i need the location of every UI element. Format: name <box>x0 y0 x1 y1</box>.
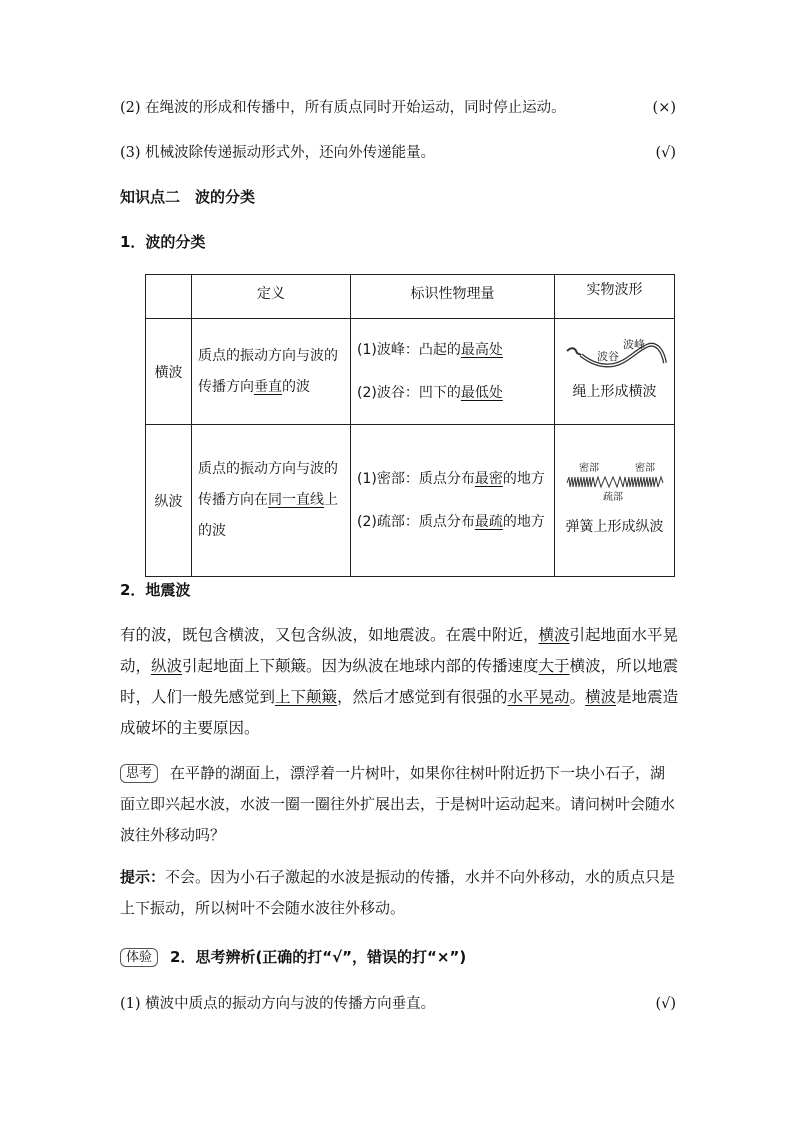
waveform-cell <box>555 425 675 577</box>
quantity-cell <box>351 319 555 425</box>
quantity-line: (2)疏部：质点分布最疏的地方 <box>357 513 545 530</box>
experience-heading <box>120 946 466 968</box>
think-text: 在平静的湖面上，漂浮着一片树叶，如果你往树叶附近扔下一块小石子，湖面立即兴起水波，水波一圈一圈往外扩展出去，于是树叶运动起来。请问树叶会随水波往外移动吗？ <box>120 764 676 844</box>
row-type-label: 横波 <box>146 319 192 425</box>
table-header-cell: 实物波形 <box>555 275 675 319</box>
waveform-caption: 绳上形成横波 <box>572 384 657 400</box>
row-type-label: 纵波 <box>146 425 192 577</box>
think-paragraph <box>120 758 680 851</box>
hint-text: 不会。因为小石子激起的水波是振动的传播，水并不向外移动，水的质点只是上下振动，所以树叶不会随水波往外移动。 <box>120 868 676 917</box>
earthquake-paragraph: 有的波，既包含横波，又包含纵波，如地震波。在震中附近，横波引起地面水平晃动，纵波引起地面上下颠簸。因为纵波在地球内部的传播速度大于横波，所以地震时，人们一般先感觉到上下颠簸，然后才感觉到有很强的水平晃动。横波是地震造成破坏的主要原因。 <box>120 626 679 737</box>
peak-label: 波峰 <box>622 338 645 351</box>
subheading-wave-classification: 1．波的分类 <box>120 233 206 251</box>
section-title: 知识点二 波的分类 <box>120 188 256 206</box>
quantity-line: (2)波谷：凹下的最低处 <box>357 384 503 401</box>
table-header-cell <box>146 275 192 319</box>
quantity-line: (1)密部：质点分布最密的地方 <box>357 470 545 487</box>
waveform-caption: 弹簧上形成纵波 <box>565 519 664 535</box>
experience-text: 2．思考辨析(正确的打“√”，错误的打“×”) <box>170 948 467 966</box>
judgement-mark-1: (√) <box>655 996 676 1012</box>
think-tag: 思考 <box>120 764 158 783</box>
judgement-item-2 <box>120 97 566 119</box>
judgement-mark-2: (×) <box>652 100 676 116</box>
table-row-transverse <box>146 319 675 425</box>
hint-label: 提示： <box>120 868 166 886</box>
sparse-label: 疏部 <box>602 492 623 503</box>
judgement-item-3 <box>120 142 435 164</box>
table-header-row <box>146 275 675 319</box>
definition-cell: 质点的振动方向与波的传播方向垂直的波 <box>192 319 351 425</box>
quantity-cell <box>351 425 555 577</box>
item-text: (1) 横波中质点的振动方向与波的传播方向垂直。 <box>120 996 436 1012</box>
judgement-mark-3: (√) <box>655 145 676 161</box>
dense-label-right: 密部 <box>634 463 655 474</box>
wave-classification-table <box>145 274 675 577</box>
waveform-cell <box>555 319 675 425</box>
table-header-cell: 标识性物理量 <box>351 275 555 319</box>
definition-cell: 质点的振动方向与波的传播方向在同一直线上的波 <box>192 425 351 577</box>
dense-label-left: 密部 <box>578 463 599 474</box>
item-text: (2) 在绳波的形成和传播中，所有质点同时开始运动，同时停止运动。 <box>120 100 566 116</box>
item-text: (3) 机械波除传递振动形式外，还向外传递能量。 <box>120 145 436 161</box>
table-row-longitudinal <box>146 425 675 577</box>
table-header-cell: 定义 <box>192 275 351 319</box>
quantity-line: (1)波峰：凸起的最高处 <box>357 341 503 358</box>
subheading-earthquake-wave: 2．地震波 <box>120 581 191 599</box>
rope-wave-figure <box>557 337 673 377</box>
judgement-item-1 <box>120 993 435 1015</box>
experience-tag: 体验 <box>120 948 158 967</box>
hint-paragraph <box>120 862 680 924</box>
trough-label: 波谷 <box>596 350 619 363</box>
spring-wave-figure <box>557 460 673 506</box>
